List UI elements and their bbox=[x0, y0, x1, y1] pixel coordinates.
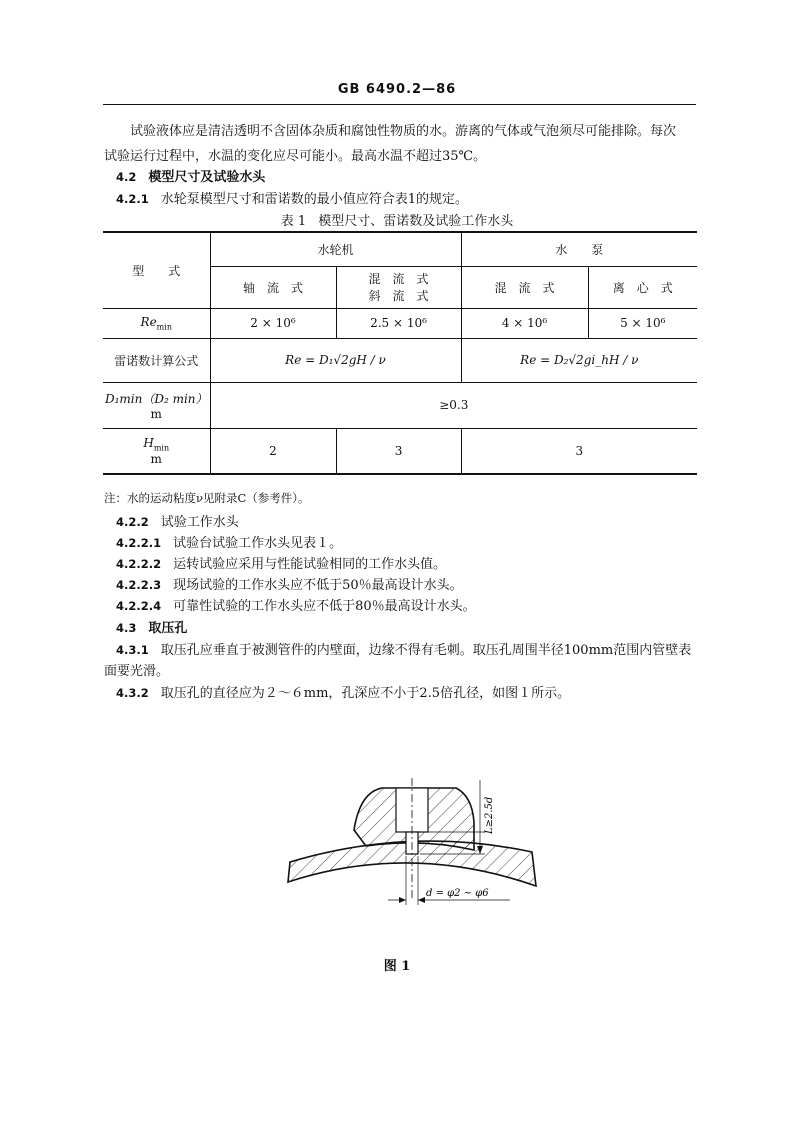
section-number: 4.2.2.3 bbox=[116, 578, 162, 592]
section-title: 取压孔 bbox=[148, 621, 188, 636]
section-text: 现场试验的工作水头应不低于50％最高设计水头。 bbox=[173, 578, 463, 593]
intro-line-2: 试验运行过程中，水温的变化应尽可能小。最高水温不超过35℃。 bbox=[104, 149, 487, 164]
section-text: 试验台试验工作水头见表１。 bbox=[173, 536, 343, 551]
section-title: 试验工作水头 bbox=[160, 515, 239, 530]
head-value: 3 bbox=[336, 428, 461, 474]
pump-mixed-header: 混 流 式 bbox=[461, 266, 588, 308]
section-4-2-1 bbox=[116, 188, 468, 207]
section-text: 运转试验应采用与性能试验相同的工作水头值。 bbox=[173, 557, 447, 572]
section-number: 4.3.1 bbox=[116, 643, 149, 657]
re-value: 4 × 10⁶ bbox=[461, 308, 588, 338]
type-header: 型 式 bbox=[103, 232, 210, 308]
section-number: 4.2 bbox=[116, 170, 137, 184]
re-min-label bbox=[103, 308, 210, 338]
section-number: 4.2.2 bbox=[116, 515, 149, 529]
axial-flow-header: 轴 流 式 bbox=[210, 266, 336, 308]
head-subscript: min bbox=[153, 442, 170, 452]
section-4-2-2-2 bbox=[116, 553, 446, 572]
section-number: 4.2.2.4 bbox=[116, 599, 162, 613]
head-label bbox=[103, 428, 210, 474]
head-unit: m bbox=[150, 451, 162, 466]
re-symbol: Re bbox=[140, 314, 157, 329]
centrifugal-header: 离 心 式 bbox=[588, 266, 697, 308]
turbine-header: 水轮机 bbox=[210, 232, 461, 266]
re-value: 5 × 10⁶ bbox=[588, 308, 697, 338]
table-note: 注：水的运动粘度ν见附录C（参考件）。 bbox=[104, 491, 310, 505]
section-number: 4.2.2.2 bbox=[116, 557, 162, 571]
turbine-formula: Re = D₁√2gH / ν bbox=[210, 338, 461, 382]
section-number: 4.3 bbox=[116, 621, 137, 635]
pressure-tap-drawing bbox=[270, 760, 560, 920]
depth-label: L≥2.5d bbox=[484, 796, 495, 834]
table-caption bbox=[0, 210, 794, 229]
intro-line-1: 试验液体应是清洁透明不含固体杂质和腐蚀性物质的水。游离的气体或气泡须尽可能排除。每次 bbox=[130, 124, 677, 139]
section-4-3-2 bbox=[116, 682, 570, 701]
section-4-2 bbox=[116, 166, 265, 185]
mixed-flow-label: 混 流 式 bbox=[368, 272, 429, 286]
section-number: 4.2.2.1 bbox=[116, 536, 162, 550]
section-4-2-2 bbox=[116, 511, 239, 530]
table-title: 模型尺寸、雷诺数及试验工作水头 bbox=[318, 214, 514, 229]
re-value: 2 × 10⁶ bbox=[210, 308, 336, 338]
section-4-2-2-4 bbox=[116, 595, 476, 614]
model-size-table bbox=[103, 231, 697, 475]
pump-formula: Re = D₂√2gi_hH / ν bbox=[461, 338, 697, 382]
pump-header: 水 泵 bbox=[461, 232, 697, 266]
section-4-3 bbox=[116, 617, 187, 636]
section-text: 取压孔的直径应为２～６mm，孔深应不小于2.5倍孔径，如图１所示。 bbox=[160, 686, 571, 701]
section-title: 模型尺寸及试验水头 bbox=[148, 170, 266, 185]
section-number: 4.2.1 bbox=[116, 192, 149, 206]
diameter-label bbox=[103, 382, 210, 428]
figure-caption: 图 1 bbox=[383, 959, 411, 974]
section-text: 可靠性试验的工作水头应不低于80％最高设计水头。 bbox=[173, 599, 476, 614]
table-number: 表 1 bbox=[280, 214, 307, 229]
section-4-3-1 bbox=[116, 639, 691, 658]
section-4-3-1-cont: 面要光滑。 bbox=[104, 664, 170, 679]
diameter-label: d = φ2 ~ φ6 bbox=[426, 888, 489, 899]
diameter-symbol: D₁min（D₂ min） bbox=[104, 391, 208, 406]
head-value: 3 bbox=[461, 428, 697, 474]
re-subscript: min bbox=[156, 322, 172, 332]
formula-label: 雷诺数计算公式 bbox=[103, 338, 210, 382]
document-header: GB 6490.2—86 bbox=[337, 82, 457, 97]
re-value: 2.5 × 10⁶ bbox=[336, 308, 461, 338]
head-symbol: H bbox=[143, 435, 154, 450]
mixed-diagonal-header bbox=[336, 266, 461, 308]
section-text: 水轮泵模型尺寸和雷诺数的最小值应符合表1的规定。 bbox=[160, 192, 469, 207]
head-value: 2 bbox=[210, 428, 336, 474]
section-text: 取压孔应垂直于被测管件的内壁面，边缘不得有毛刺。取压孔周围半径100mm范围内管壁表 bbox=[160, 643, 692, 658]
diameter-unit: m bbox=[150, 406, 162, 421]
section-4-2-2-3 bbox=[116, 574, 463, 593]
header-rule bbox=[103, 104, 696, 105]
section-4-2-2-1 bbox=[116, 532, 342, 551]
diagonal-flow-label: 斜 流 式 bbox=[368, 289, 429, 303]
section-number: 4.3.2 bbox=[116, 686, 149, 700]
diameter-value: ≥0.3 bbox=[210, 382, 697, 428]
